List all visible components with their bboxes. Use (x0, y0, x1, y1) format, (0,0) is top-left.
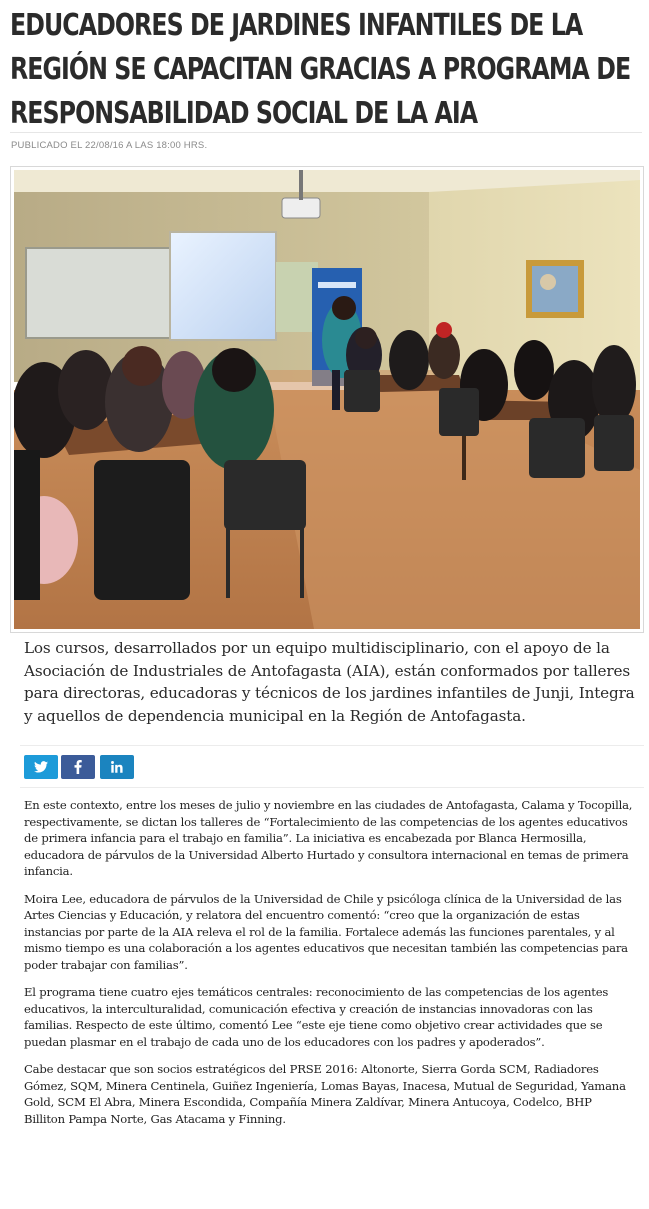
facebook-icon (74, 760, 82, 774)
title-divider (10, 132, 642, 133)
twitter-share-button[interactable] (24, 755, 58, 779)
body-paragraph: El programa tiene cuatro ejes temáticos centrales: reconocimiento de las competencias de los agentes educativos, la interculturalidad, comunicación efectiva y creación de instancias innovadoras con las familias. Respecto de este último, comentó Lee “este eje tiene como objetivo crear actividades que se puedan plasmar en el trabajo de cada uno de los educadores con los padres y apoderados”. (24, 985, 609, 1049)
body-paragraph: Moira Lee, educadora de párvulos de la Universidad de Chile y psicóloga clínica de la Universidad de las Artes Ciencias y Educación, y relatora del encuentro comentó: “creo que la organización de estas instancias por parte de la AIA releva el rol de la familia. Fortalece además las funciones parentales, y al mismo tiempo es una colaboración a los agentes educativos que necesitan también las competencias para poder trabajar con familias”. (24, 891, 628, 972)
body-paragraph: Cabe destacar que son socios estratégicos del PRSE 2016: Altonorte, Sierra Gorda SCM, Radiadores Gómez, SQM, Minera Centinela, Guiñez Ingeniería, Lomas Bayas, Inacesa, Mutual de Seguridad, Yamana Gold, SCM El Abra, Minera Escondida, Compañía Minera Zaldívar, Minera Antucoya, Codelco, BHP Billiton Pampa Norte, Gas Atacama y Finning. (24, 1062, 626, 1126)
linkedin-icon (111, 761, 123, 773)
facebook-share-button[interactable] (61, 755, 95, 779)
share-divider (20, 787, 644, 788)
linkedin-share-button[interactable] (100, 755, 134, 779)
article-body (24, 797, 636, 1138)
publish-date: PUBLICADO EL 22/08/16 A LAS 18:00 HRS. (11, 140, 208, 151)
body-paragraph: En este contexto, entre los meses de julio y noviembre en las ciudades de Antofagasta, Calama y Tocopilla, respectivamente, se dictan los talleres de “Fortalecimiento de las competencias de los agentes educativos de primera infancia para el trabajo en familia”. La iniciativa es encabezada por Blanca Hermosilla, educadora de párvulos de la Universidad Alberto Hurtado y consultora internacional en temas de primera infancia. (24, 798, 633, 878)
lead-divider (20, 745, 644, 746)
article-title: EDUCADORES DE JARDINES INFANTILES DE LA REGIÓN SE CAPACITAN GRACIAS A PROGRAMA DE RESPONSABILIDAD SOCIAL DE LA AIA (10, 8, 631, 131)
article-lead: Los cursos, desarrollados por un equipo multidisciplinario, con el apoyo de la Asociación de Industriales de Antofagasta (AIA), están conformados por talleres para directoras, educadoras y técnicos de los jardines infantiles de Junji, Integra y aquellos de dependencia municipal en la Región de Antofagasta. (24, 639, 635, 725)
article-photo (10, 166, 644, 633)
workshop-photo (14, 170, 640, 629)
twitter-icon (34, 761, 48, 773)
